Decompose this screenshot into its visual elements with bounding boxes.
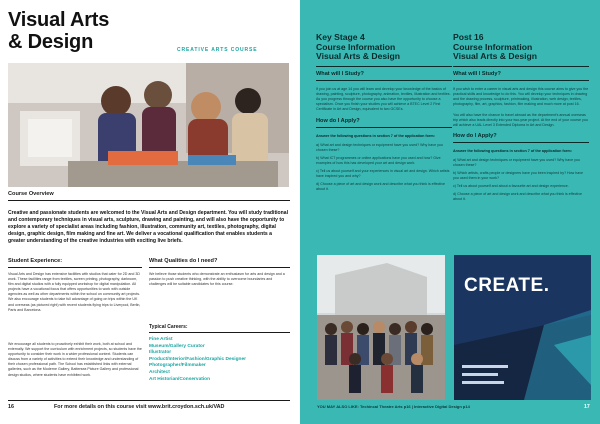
ks4-study-text: If you join us at age 14 you will learn and develop your knowledge of the basics of drawing, painting, sculpture, photography, animation, textiles, illustration and textiles. As you progress through the course you also have the opportunity to choose a specialism. Once you finish your studies you will achieve a BTEC Level 2 First Certificate in Art and Design, equivalent to two GCSEs. [316, 86, 451, 112]
course-overview-label: Course Overview [8, 191, 54, 197]
ks4-heading-line-3: Visual Arts & Design [316, 51, 401, 62]
page-title [8, 9, 109, 53]
question-item: c) Tell us about yourself and about a favourite art and design experience. [453, 184, 569, 189]
career-item: Product/Interior/Fashion/Graphic Designer [149, 356, 247, 362]
divider [149, 332, 290, 333]
page-number: 17 [584, 404, 590, 410]
group-trip-photo-art [317, 255, 445, 400]
create-exhibition-photo [454, 255, 591, 400]
title-line-1: Visual Arts [8, 9, 110, 31]
question-item: d) Choose a piece of art and design work and describe what you think is effective about it. [453, 192, 582, 202]
student-experience-text-1: Visual Arts and Design has extensive facilities with studios that cater for 2D and 3D work. These facilities range from textiles, screen printing, photography, darkroom, film and digital studios with a fully equipped workshop for digital manipulation. All projects have a vocational focus that offers opportunities to work with outside agencies as well as other departments within the school on community art projects. We also encourage students to take full advantage of going on trips within the UK and overseas (as pictured right) with recent students flying trips to Liverpool, Berlin, Paris and Barcelona. [8, 272, 141, 312]
career-item: Illustrator [149, 350, 172, 356]
footer-divider [8, 400, 290, 401]
course-intro: Creative and passionate students are welcomed to the Visual Arts and Design department. You will study traditional and contemporary techniques in visual arts, sculpture, drawing and painting, and will also have the opportunity to explore a variety of specialist areas including fashion, illustration, community art, textiles, photography, digital design, graphic design, film making and fine art. We deliver a vocational qualification that enables students a greater understanding of the creative industries with exciting live briefs. [8, 210, 289, 244]
student-experience-title: Student Experience: [8, 258, 63, 264]
related-courses-note[interactable]: YOU MAY ALSO LIKE: Techincal Theatre Arts p16 | Interactive Digital Design p14 [317, 404, 470, 409]
post16-heading-line-1: Post 16 [453, 32, 484, 42]
ks4-heading-line-1: Key Stage 4 [316, 32, 365, 42]
ks4-heading-line-2: Course Information [316, 41, 396, 52]
post16-study-title: What will I Study? [453, 71, 501, 78]
page-number: 16 [8, 404, 14, 410]
career-item: Art Historian/Conservation [149, 376, 211, 382]
question-item: b) What ICT programmes or online applications have you used and how? Give examples of how this has developed your art and design work. [316, 155, 441, 165]
ks4-questions [316, 143, 452, 193]
career-item: Architect [149, 369, 170, 375]
question-item: b) Which artists, crafts people or designers have you been inspired by? How have you used them in your work? [453, 171, 584, 181]
ks4-heading [316, 33, 452, 62]
student-experience-text-2: We encourage all students to proactively exhibit their work, both at school and externally. We support the curriculum with enrichment projects, so students have the opportunity to consider their work in a wider professional context. Students can discuss from a variety of activities to extend their knowledge and understanding of their chosen professional path. The School has established links with external galleries, such as the Moderne Gallery, Battersea Picture Gallery and professional design studios, where students have exhibited work. [8, 342, 142, 377]
divider [8, 267, 142, 268]
post16-study-text-1: If you wish to enter a career in visual arts and design this course aims to give you the practical skills and knowledge to do this. You will develop your techniques in drawing and the drawing process, sculpture, printmaking, illustration, web design, textiles, photography, film, art, graphics, fashion, film making and much more at post 16. [453, 86, 589, 107]
career-item: Fine Artist [149, 337, 173, 342]
post16-heading [453, 33, 589, 62]
course-link-note[interactable]: For more details on this course visit www.brit.croydon.sch.uk/VAD [54, 404, 225, 410]
post16-apply-title: How do I Apply? [453, 133, 497, 140]
ks4-apply-intro: Answer the following questions in section 7 of the application form: [316, 133, 435, 138]
ks4-study-title: What will I Study? [316, 71, 364, 78]
post16-study-text-2: You will also have the chance to travel abroad as the department's annual overseas trip which also leads directly into your two-year project. At the end of your course you will achieve a UAL Level 3 Extended Diploma in Art and Design. [453, 113, 588, 128]
ks4-column [316, 0, 452, 195]
question-item: c) Tell us about yourself and your experiences in visual art and design. Which artists have inspired you and why? [316, 169, 450, 179]
divider [453, 66, 589, 67]
qualities-text: We believe those students who demonstrate an enthusiasm for arts and design and a passion to push creative thinking, with the ability to overcome boundaries and challenges will be suitable candidates for this course. [149, 272, 285, 287]
hero-photo-art [8, 63, 289, 187]
careers-list [149, 337, 246, 383]
question-item: a) What art and design techniques or equipment have you used? Why have you chosen these? [316, 142, 443, 152]
careers-title: Typical Careers: [149, 324, 188, 330]
career-item: Photographer/Filmmaker [149, 363, 206, 369]
divider [149, 267, 290, 268]
post16-heading-line-3: Visual Arts & Design [453, 51, 538, 62]
divider [316, 66, 452, 67]
title-line-2: & Design [8, 31, 94, 53]
divider [8, 200, 290, 201]
post16-column [453, 0, 589, 206]
course-category-tag: CREATIVE ARTS COURSE [177, 47, 258, 53]
question-item: a) What art and design techniques or equipment have you used? Why have you chosen these? [453, 157, 580, 167]
post16-heading-line-2: Course Information [453, 41, 533, 52]
career-item: Museum/Gallery Curator [149, 343, 205, 349]
qualities-title: What Qualities do I need? [149, 258, 218, 264]
post16-questions [453, 158, 589, 203]
create-poster-word: CREATE. [464, 275, 550, 296]
hero-photo [8, 63, 289, 187]
post16-apply-intro: Answer the following questions in section 7 of the application form: [453, 148, 572, 153]
question-item: d) Choose a piece of art and design work and describe what you think is effective about it. [316, 182, 445, 192]
ks4-apply-title: How do I Apply? [316, 118, 360, 125]
group-trip-photo [317, 255, 445, 400]
